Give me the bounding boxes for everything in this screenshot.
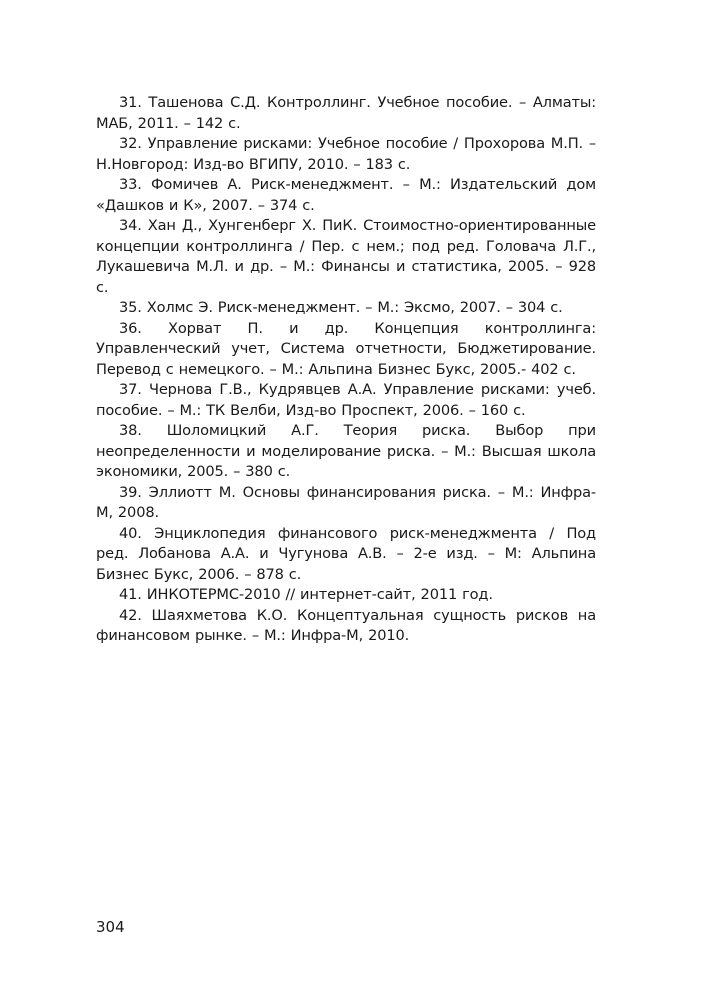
- reference-item: 35. Холмс Э. Риск-менеджмент. – М.: Эксмо, 2007. – 304 с.: [119, 299, 563, 316]
- reference-item: 41. ИНКОТЕРМС-2010 // интернет-сайт, 2011 год.: [119, 586, 493, 603]
- bibliography-list: [96, 93, 596, 647]
- reference-item: 42. Шаяхметова К.О. Концептуальная сущность рисков на финансовом рынке. – М.: Инфра-М, 2010.: [96, 606, 596, 644]
- page-number: 304: [96, 918, 125, 936]
- reference-item: 32. Управление рисками: Учебное пособие / Прохорова М.П. – Н.Новгород: Изд-во ВГИПУ, 2010. – 183 с.: [96, 135, 596, 173]
- reference-item: 39. Эллиотт М. Основы финансирования риска. – М.: Инфра-М, 2008.: [96, 483, 596, 521]
- reference-item: 38. Шоломицкий А.Г. Теория риска. Выбор при неопределенности и моделирование риска. – М.: Высшая школа экономики, 2005. – 380 с.: [96, 422, 596, 480]
- reference-item: 33. Фомичев А. Риск-менеджмент. – М.: Издательский дом «Дашков и К», 2007. – 374 с.: [96, 176, 596, 214]
- reference-item: 37. Чернова Г.В., Кудрявцев А.А. Управление рисками: учеб. пособие. – М.: ТК Велби, Изд-во Проспект, 2006. – 160 с.: [96, 381, 596, 419]
- reference-item: 36. Хорват П. и др. Концепция контроллинга: Управленческий учет, Система отчетности, Бюджетирование. Перевод с немецкого. – М.: Альпина Бизнес Букс, 2005.- 402 с.: [96, 319, 596, 378]
- reference-item: 34. Хан Д., Хунгенберг Х. ПиК. Стоимостно-ориентированные концепции контроллинга / Пер. с нем.; под ред. Головача Л.Г., Лукашевича М.Л. и др. – М.: Финансы и статистика, 2005. – 928 с.: [96, 217, 596, 296]
- reference-item: 31. Ташенова С.Д. Контроллинг. Учебное пособие. – Алматы: МАБ, 2011. – 142 с.: [96, 94, 596, 132]
- reference-item: 40. Энциклопедия финансового риск-менеджмента / Под ред. Лобанова А.А. и Чугунова А.В. – 2-е изд. – М: Альпина Бизнес Букс, 2006. – 878 с.: [96, 524, 596, 583]
